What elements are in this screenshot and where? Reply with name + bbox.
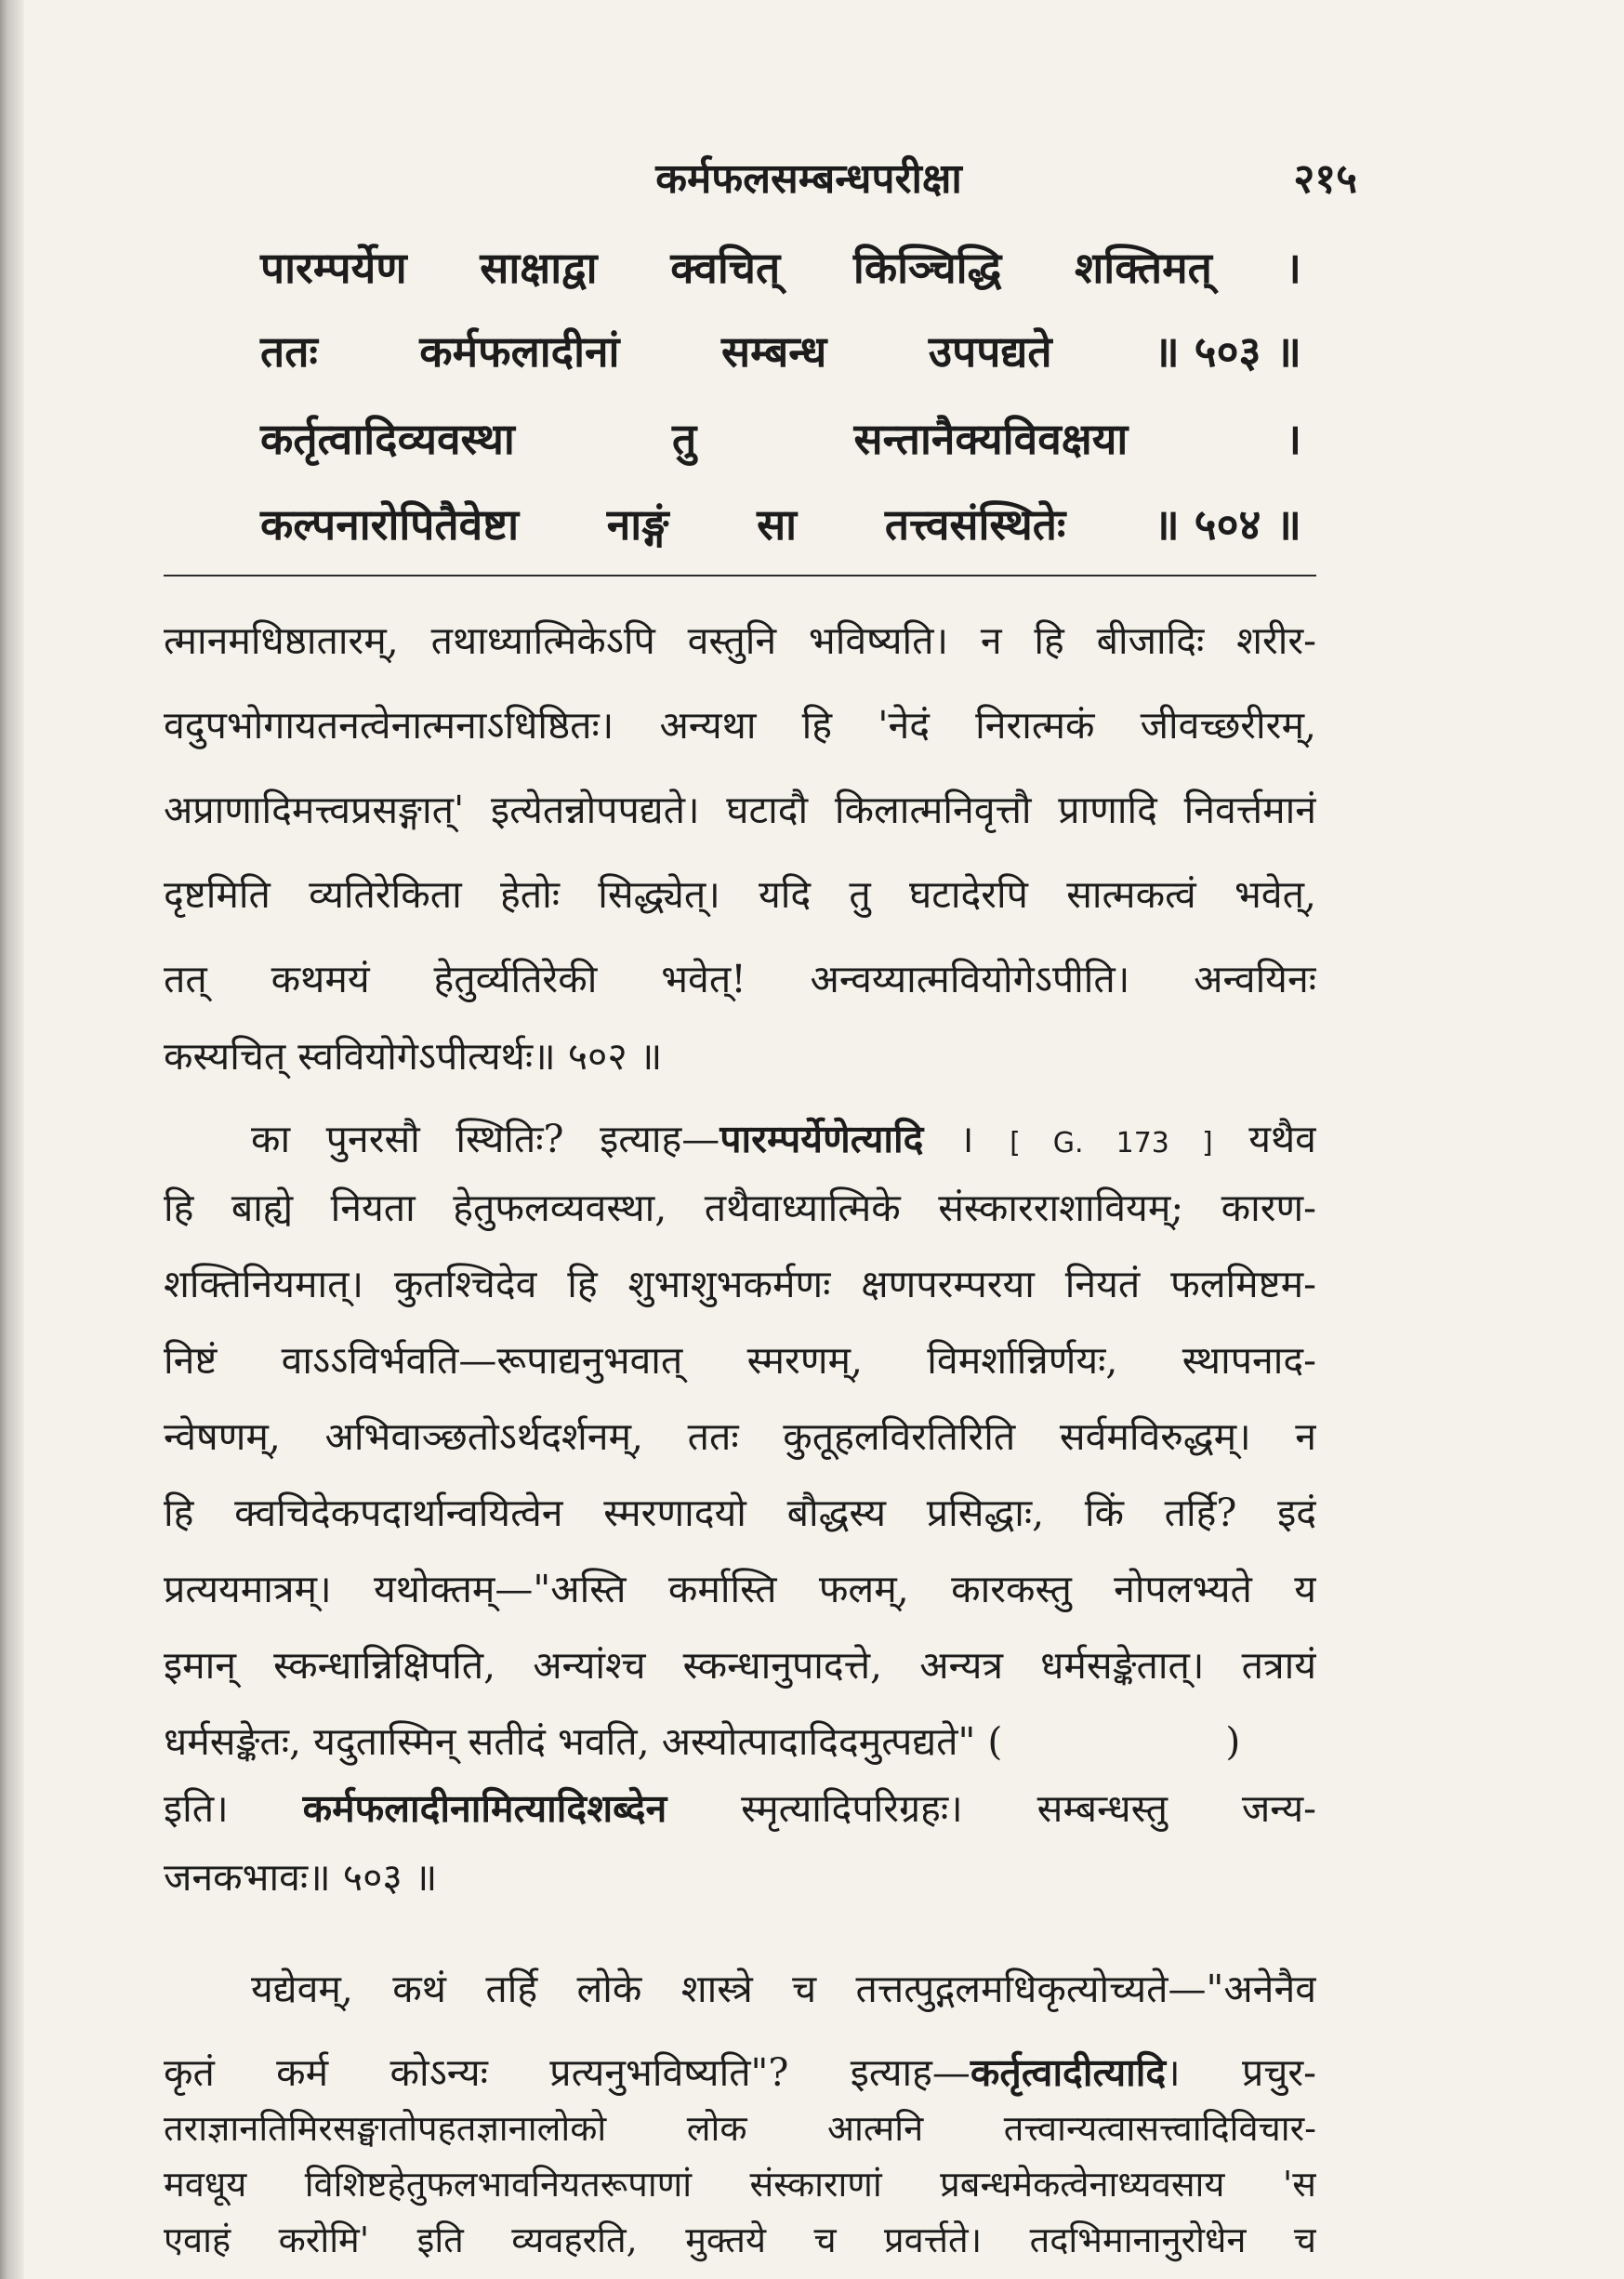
verse-word: नाङ्गं: [606, 499, 669, 550]
verse-word: तत्त्वसंस्थितेः: [884, 499, 1066, 550]
verse-word: तु: [672, 414, 697, 464]
edition-page-reference: [ G. 173 ]: [1010, 1127, 1213, 1159]
verse-word: उपपद्यते: [928, 326, 1052, 377]
verse-word: कर्मफलादीनां: [419, 326, 620, 377]
commentary-line: [164, 1782, 1316, 1834]
verse-word: क्वचित्: [670, 243, 781, 293]
verse-word: सम्बन्ध: [721, 326, 827, 377]
commentary-line: प्रत्ययमात्रम्। यथोक्तम्—"अस्ति कर्मास्ति फलम्, कारकस्तु नोपलभ्यते य: [164, 1567, 1316, 1611]
commentary-text: । प्रचुर-: [1166, 2050, 1316, 2095]
verse-number: ॥ ५०४ ॥: [1154, 499, 1301, 550]
verse-word: साक्षाद्वा: [480, 243, 598, 293]
page-number: २१५: [1293, 155, 1357, 203]
verse-word: सा: [757, 499, 798, 550]
verse-word: ततः: [260, 326, 318, 377]
commentary-line: [164, 2046, 1316, 2098]
verse-line-4: [260, 495, 1301, 552]
commentary-line: वदुपभोगायतनत्वेनात्मनाऽधिष्ठितः। अन्यथा हि 'नेदं निरात्मकं जीवच्छरीरम्,: [164, 703, 1316, 748]
verse-number: ॥ ५०३ ॥: [1154, 326, 1301, 377]
commentary-text: यथैव: [1248, 1117, 1316, 1161]
commentary-line: हि बाह्ये नियता हेतुफलव्यवस्था, तथैवाध्यात्मिके संस्कारराशावियम्; कारण-: [164, 1186, 1316, 1230]
commentary-line: तत् कथमयं हेतुर्व्यतिरेकी भवेत्! अन्वय्यात्मवियोगेऽपीति। अन्वयिनः: [164, 957, 1316, 1001]
commentary-line: दृष्टमिति व्यतिरेकिता हेतोः सिद्ध्येत्। यदि तु घटादेरपि सात्मकत्वं भवेत्,: [164, 872, 1316, 917]
verse-danda: ।: [1285, 414, 1301, 464]
commentary-line: तराज्ञानतिमिरसङ्घातोपहतज्ञानालोको लोक आत्मनि तत्त्वान्यत्वासत्त्वादिविचार-: [164, 2108, 1316, 2149]
commentary-line: मवधूय विशिष्टहेतुफलभावनियतरूपाणां संस्काराणां प्रबन्धमेकत्वेनाध्यवसाय 'स: [164, 2164, 1316, 2205]
commentary-line: इमान् स्कन्धान्निक्षिपति, अन्यांश्च स्कन्धानुपादत्ते, अन्यत्र धर्मसङ्केतात्। तत्रायं: [164, 1643, 1316, 1688]
commentary-line: जनकभावः॥ ५०३ ॥: [164, 1855, 438, 1900]
commentary-line: निष्टं वाऽऽविर्भवति—रूपाद्यनुभवात् स्मरणम्, विमर्शान्निर्णयः, स्थापनाद-: [164, 1338, 1316, 1383]
commentary-line: अप्राणादिमत्त्वप्रसङ्गात्' इत्येतन्नोपपद्यते। घटादौ किलात्मनिवृत्तौ प्राणादि निवर्त्तमानं: [164, 788, 1316, 832]
running-header-title: कर्मफलसम्बन्धपरीक्षा: [655, 155, 962, 203]
verse-divider-rule: [164, 575, 1316, 576]
commentary-line: शक्तिनियमात्। कुतश्चिदेव हि शुभाशुभकर्मणः क्षणपरम्परया नियतं फलमिष्टम-: [164, 1262, 1316, 1306]
commentary-line: हि क्वचिदेकपदार्थान्वयित्वेन स्मरणादयो बौद्धस्य प्रसिद्धाः, किं तर्हि? इदं: [164, 1491, 1316, 1535]
commentary-paragraph-start: [251, 1112, 1316, 1164]
verse-line-3: [260, 409, 1301, 467]
verse-word: कर्तृत्वादिव्यवस्था: [260, 414, 515, 464]
verse-lemma: कर्मफलादीनामित्यादिशब्देन: [302, 1786, 667, 1831]
verse-lemma: कर्तृत्वादीत्यादि: [970, 2050, 1167, 2095]
commentary-line: त्मानमधिष्ठातारम्, तथाध्यात्मिकेऽपि वस्तुनि भविष्यति। न हि बीजादिः शरीर-: [164, 618, 1316, 663]
scan-binding-margin: [0, 0, 24, 2279]
verse-line-1: [260, 238, 1301, 296]
commentary-text: का पुनरसौ स्थितिः? इत्याह—: [251, 1117, 720, 1161]
commentary-text: ।: [958, 1117, 974, 1161]
verse-word: किञ्चिद्धि: [852, 243, 1002, 293]
verse-line-2: [260, 322, 1301, 379]
verse-danda: ।: [1285, 243, 1301, 293]
commentary-line: एवाहं करोमि' इति व्यवहरति, मुक्तये च प्रवर्त्तते। तदभिमानानुरोधेन च: [164, 2219, 1316, 2260]
verse-lemma: पारम्पर्येणेत्यादि: [720, 1117, 924, 1161]
commentary-text: स्मृत्यादिपरिग्रहः। सम्बन्धस्तु जन्य-: [741, 1786, 1316, 1831]
commentary-paragraph-start: यद्येवम्, कथं तर्हि लोके शास्त्रे च तत्तत्पुद्गलमधिकृत्योच्यते—"अनेनैव: [251, 1967, 1316, 2011]
commentary-line: [164, 1715, 1316, 1767]
verse-word: सन्तानैक्यविवक्षया: [853, 414, 1129, 464]
commentary-text: धर्मसङ्केतः, यदुतास्मिन् सतीदं भवति, अस्योत्पादादिदमुत्पद्यते" (: [164, 1719, 1003, 1764]
commentary-text: ): [1225, 1719, 1241, 1764]
verse-word: शक्तिमत्: [1075, 243, 1212, 293]
verse-word: कल्पनारोपितैवेष्टा: [260, 499, 519, 550]
commentary-line: कस्यचित् स्ववियोगेऽपीत्यर्थः॥ ५०२ ॥: [164, 1034, 663, 1079]
verse-word: पारम्पर्येण: [260, 243, 407, 293]
commentary-line: न्वेषणम्, अभिवाञ्छतोऽर्थदर्शनम्, ततः कुतूहलविरतिरिति सर्वमविरुद्धम्। न: [164, 1414, 1316, 1459]
commentary-text: इति।: [164, 1786, 229, 1831]
commentary-text: कृतं कर्म कोऽन्यः प्रत्यनुभविष्यति"? इत्याह—: [164, 2050, 970, 2095]
